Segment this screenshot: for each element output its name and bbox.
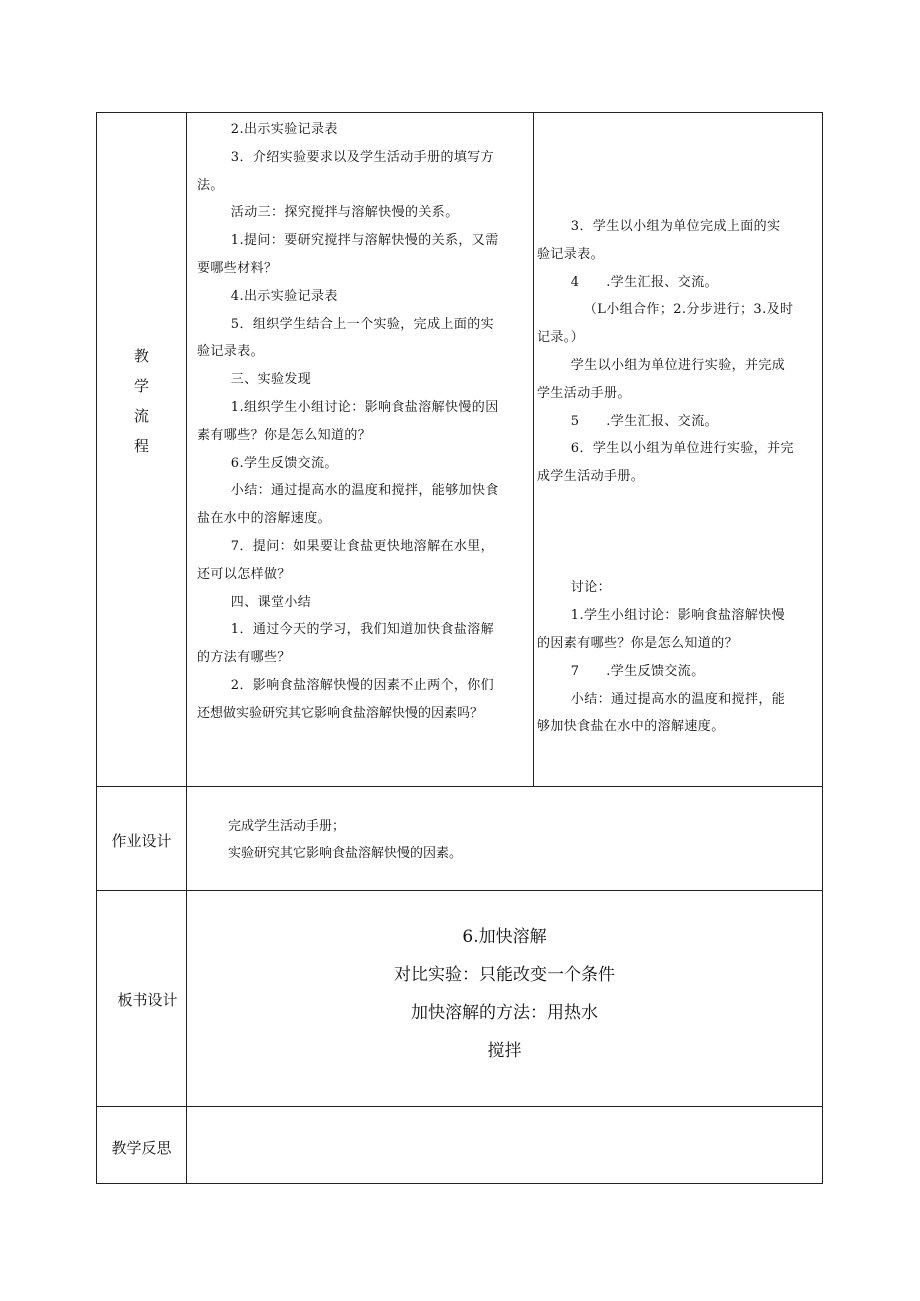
- student-line: 讨论：: [570, 580, 611, 596]
- student-line: 小结：通过提高水的温度和搅拌，能: [570, 691, 786, 707]
- board-line: 搅拌: [487, 1041, 522, 1061]
- teacher-line: 还可以怎样做？: [197, 566, 291, 582]
- teaching-process-label: [97, 341, 186, 461]
- student-line: 1.学生小组讨论：影响食盐溶解快慢: [570, 608, 786, 624]
- lesson-plan-table: [96, 112, 823, 1184]
- teacher-line: 法。: [197, 177, 224, 193]
- teacher-line: 三、实验发现: [230, 372, 312, 388]
- student-line: 学生以小组为单位进行实验，并完成: [570, 357, 786, 373]
- row-divider-board: [97, 890, 822, 891]
- teacher-line: 素有哪些？你是怎么知道的？: [197, 427, 372, 443]
- teacher-activity-column: [197, 116, 531, 728]
- spacer: [537, 491, 823, 519]
- row-divider-homework: [97, 786, 822, 787]
- teacher-line: 2.出示实验记录表: [230, 122, 338, 137]
- teacher-line: 1.提问：要研究搅拌与溶解快慢的关系，又需: [230, 233, 499, 249]
- teacher-line: 7．提问：如果要让食盐更快地溶解在水里，: [230, 538, 495, 554]
- row-divider-reflection: [97, 1106, 822, 1107]
- reflection-label: 教学反思: [111, 1139, 172, 1157]
- teacher-line: 4.出示实验记录表: [230, 288, 338, 304]
- student-line: 学生活动手册。: [537, 385, 631, 401]
- teacher-line: 3．介绍实验要求以及学生活动手册的填写方: [230, 149, 495, 165]
- student-line: 的因素有哪些？你是怎么知道的？: [537, 635, 739, 651]
- student-line: （L小组合作；2.分步进行；3.及时: [583, 302, 794, 318]
- teacher-line: 要哪些材料？: [197, 260, 278, 276]
- student-line: 4 .学生汇报、交流。: [570, 274, 719, 290]
- student-activity-column: [537, 213, 823, 741]
- teacher-line: 的方法有哪些？: [197, 650, 291, 666]
- homework-label: 作业设计: [111, 832, 172, 850]
- homework-line: 实验研究其它影响食盐溶解快慢的因素。: [228, 846, 463, 861]
- teacher-line: 6.学生反馈交流。: [230, 455, 338, 471]
- student-line: 记录。）: [537, 330, 585, 346]
- student-line: 7 .学生反馈交流。: [570, 663, 705, 679]
- teacher-line: 四、课堂小结: [230, 594, 312, 610]
- board-label: 板书设计: [117, 991, 178, 1009]
- student-line: 验记录表。: [537, 246, 605, 262]
- spacer: [537, 519, 823, 547]
- teacher-line: 活动三：探究搅拌与溶解快慢的关系。: [230, 205, 459, 221]
- spacer: [537, 547, 823, 575]
- teacher-line: 1.组织学生小组讨论：影响食盐溶解快慢的因: [230, 399, 499, 415]
- teacher-line: 5．组织学生结合上一个实验，完成上面的实: [230, 316, 495, 332]
- board-line: 加快溶解的方法：用热水: [411, 1003, 598, 1023]
- homework-line: 完成学生活动手册；: [228, 819, 346, 834]
- teacher-line: 还想做实验研究其它影响食盐溶解快慢的因素吗？: [197, 705, 484, 721]
- board-title: 6.加快溶解: [462, 927, 547, 947]
- homework-content: [228, 813, 462, 867]
- student-line: 3．学生以小组为单位完成上面的实: [570, 219, 781, 234]
- process-char-1: 教: [133, 347, 149, 365]
- board-content: [187, 918, 822, 1070]
- column-divider-student: [533, 113, 534, 786]
- teacher-line: 2．影响食盐溶解快慢的因素不止两个，你们: [230, 677, 495, 693]
- student-line: 成学生活动手册。: [537, 469, 645, 485]
- student-line: 够加快食盐在水中的溶解速度。: [537, 719, 725, 735]
- teacher-line: 1．通过今天的学习，我们知道加快食盐溶解: [230, 622, 495, 638]
- teacher-line: 验记录表。: [197, 344, 265, 360]
- student-line: 6．学生以小组为单位进行实验，并完: [570, 441, 794, 457]
- teacher-line: 小结：通过提高水的温度和搅拌，能够加快食: [230, 483, 499, 499]
- process-char-2: 学: [133, 377, 149, 395]
- teacher-line: 盐在水中的溶解速度。: [197, 511, 332, 527]
- process-char-3: 流: [133, 407, 149, 425]
- board-line: 对比实验：只能改变一个条件: [394, 965, 615, 985]
- student-line: 5 .学生汇报、交流。: [570, 413, 719, 429]
- process-char-4: 程: [133, 437, 149, 455]
